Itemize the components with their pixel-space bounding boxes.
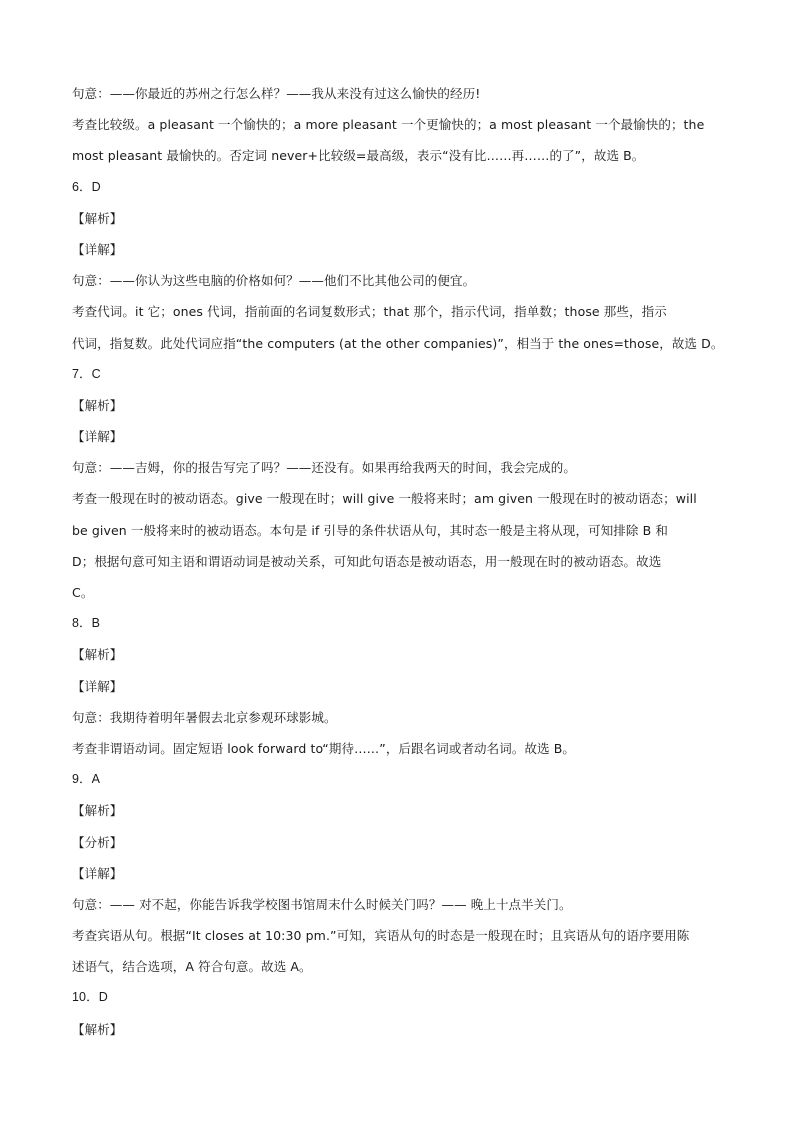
- section-tag-analysis: 【解析】: [72, 1021, 123, 1037]
- section-tag-detail: 【详解】: [72, 678, 123, 694]
- explanation-line: 考查比较级。a pleasant 一个愉快的；a more pleasant 一个更愉快的；a most pleasant 一个最愉快的；the: [72, 117, 705, 133]
- section-tag-breakdown: 【分析】: [72, 834, 123, 850]
- section-tag-detail: 【详解】: [72, 241, 123, 257]
- explanation-line: 考查一般现在时的被动语态。give 一般现在时；will give 一般将来时；am given 一般现在时的被动语态；will: [72, 491, 697, 507]
- explanation-line: D；根据句意可知主语和谓语动词是被动关系，可知此句语态是被动语态，用一般现在时的被动语态。故选: [72, 553, 662, 569]
- answer-number: 7．C: [72, 366, 101, 381]
- explanation-line: most pleasant 最愉快的。否定词 never+比较级=最高级，表示“没有比……再……的了”，故选 B。: [72, 148, 645, 164]
- explanation-line: be given 一般将来时的被动语态。本句是 if 引导的条件状语从句，其时态一般是主将从现，可知排除 B 和: [72, 522, 668, 538]
- answer-document: [72, 78, 724, 1045]
- section-tag-analysis: 【解析】: [72, 210, 123, 226]
- translation-line: 句意：—— 对不起，你能告诉我学校图书馆周末什么时候关门吗？—— 晚上十点半关门。: [72, 896, 572, 912]
- translation-line: 句意：——吉姆，你的报告写完了吗？——还没有。如果再给我两天的时间，我会完成的。: [72, 460, 577, 476]
- answer-number: 6．D: [72, 179, 101, 194]
- explanation-line: 代词，指复数。此处代词应指“the computers (at the other companies)”，相当于 the ones=those，故选 D。: [72, 335, 724, 351]
- section-tag-detail: 【详解】: [72, 429, 123, 445]
- translation-line: 句意：我期待着明年暑假去北京参观环球影城。: [72, 709, 337, 725]
- section-tag-analysis: 【解析】: [72, 647, 123, 663]
- explanation-line: 考查代词。it 它；ones 代词，指前面的名词复数形式；that 那个，指示代词，指单数；those 那些，指示: [72, 304, 667, 320]
- section-tag-analysis: 【解析】: [72, 397, 123, 413]
- translation-line: 句意：——你最近的苏州之行怎么样？——我从来没有过这么愉快的经历!: [72, 86, 481, 101]
- explanation-line: C。: [72, 585, 94, 600]
- answer-number: 9．A: [72, 772, 101, 787]
- answer-number: 8．B: [72, 616, 101, 631]
- answer-number: 10．D: [72, 990, 108, 1005]
- explanation-line: 述语气，结合选项，A 符合句意。故选 A。: [72, 959, 312, 975]
- translation-line: 句意：——你认为这些电脑的价格如何？——他们不比其他公司的便宜。: [72, 273, 476, 289]
- section-tag-detail: 【详解】: [72, 865, 123, 881]
- explanation-line: 考查宾语从句。根据“It closes at 10:30 pm.”可知，宾语从句的时态是一般现在时；且宾语从句的语序要用陈: [72, 928, 690, 944]
- section-tag-analysis: 【解析】: [72, 803, 123, 819]
- explanation-line: 考查非谓语动词。固定短语 look forward to“期待……”，后跟名词或者动名词。故选 B。: [72, 740, 575, 756]
